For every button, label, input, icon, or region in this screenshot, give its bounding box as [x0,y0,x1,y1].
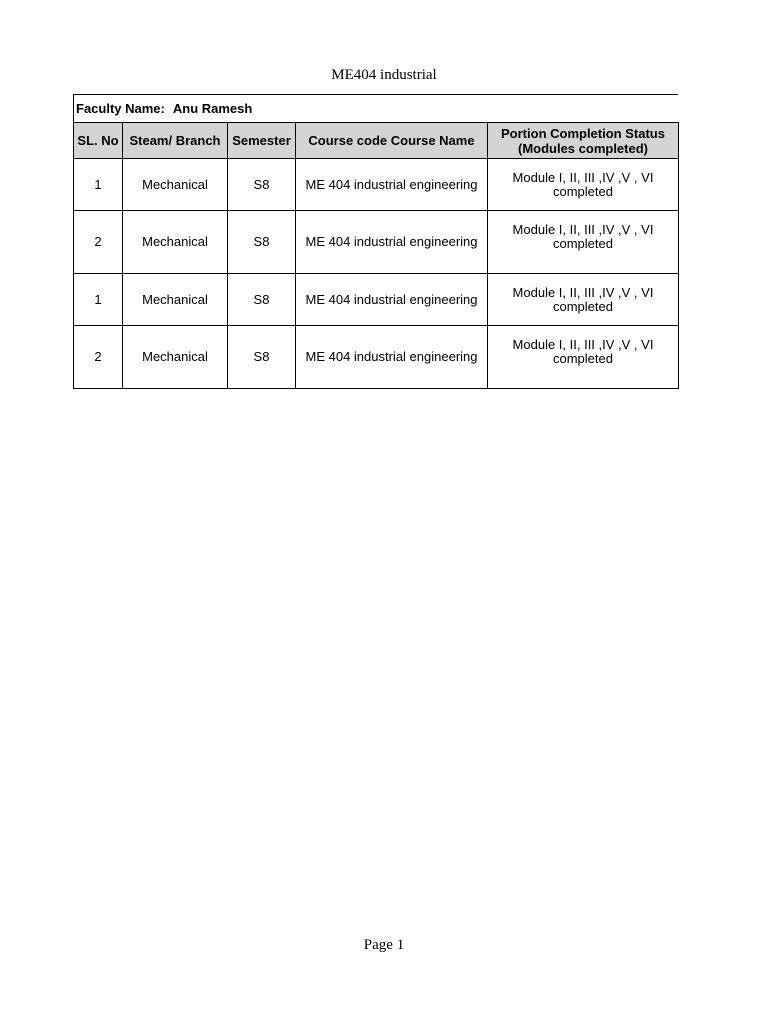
page-footer-number: Page 1 [363,937,405,953]
column-header-status: Portion Completion Status (Modules completed) [488,123,679,159]
cell-semester: S8 [228,274,296,326]
page-header-title: ME404 industrial [331,67,437,83]
column-header-sl-no: SL. No [74,123,123,159]
faculty-name-label: Faculty Name: [76,101,165,116]
cell-semester: S8 [228,211,296,274]
cell-status: Module I, II, III ,IV ,V , VI completed [488,159,679,211]
cell-branch: Mechanical [123,326,228,389]
cell-branch: Mechanical [123,274,228,326]
cell-status: Module I, II, III ,IV ,V , VI completed [488,326,679,389]
table-row [74,211,679,274]
cell-semester: S8 [228,326,296,389]
cell-course: ME 404 industrial engineering [296,274,488,326]
table-row [74,274,679,326]
column-header-branch: Steam/ Branch [123,123,228,159]
faculty-name-row [73,94,678,122]
cell-status: Module I, II, III ,IV ,V , VI completed [488,211,679,274]
cell-sl-no: 1 [74,159,123,211]
cell-semester: S8 [228,159,296,211]
cell-course: ME 404 industrial engineering [296,211,488,274]
cell-sl-no: 1 [74,274,123,326]
cell-sl-no: 2 [74,211,123,274]
column-header-semester: Semester [228,123,296,159]
cell-sl-no: 2 [74,326,123,389]
faculty-name-value: Anu Ramesh [172,101,253,116]
table-header-row [74,123,679,159]
cell-status: Module I, II, III ,IV ,V , VI completed [488,274,679,326]
cell-branch: Mechanical [123,211,228,274]
column-header-course: Course code Course Name [296,123,488,159]
table-row [74,159,679,211]
table-row [74,326,679,389]
cell-course: ME 404 industrial engineering [296,326,488,389]
cell-branch: Mechanical [123,159,228,211]
cell-course: ME 404 industrial engineering [296,159,488,211]
portion-completion-table [73,122,679,389]
